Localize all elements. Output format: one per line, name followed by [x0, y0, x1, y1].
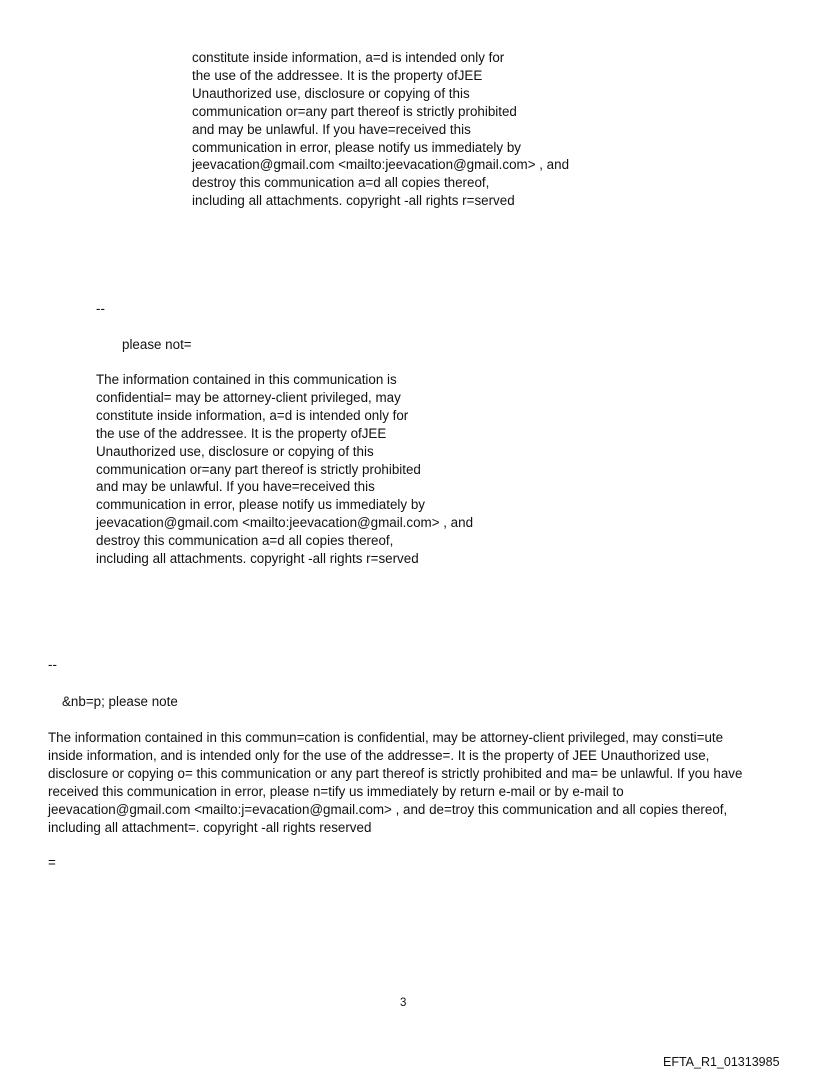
text-line: jeevacation@gmail.com <mailto:jeevacation@gmail.com> , and [192, 157, 570, 173]
signature-separator-2: -- [48, 657, 57, 672]
text-line: Unauthorized use, disclosure or copying of this [192, 85, 470, 101]
text-line: communication or=any part thereof is strictly prohibited [96, 461, 421, 477]
text-line: inside information, and is intended only for the use of the addresse=. It is the property of JEE Unauthorized use, [48, 747, 710, 763]
text-line: including all attachments. copyright -all rights r=served [192, 193, 515, 209]
text-line: including all attachment=. copyright -all rights reserved [48, 819, 372, 835]
text-line: The information contained in this communication is [96, 372, 397, 387]
text-line: and may be unlawful. If you have=received this [192, 121, 471, 137]
text-line: communication in error, please notify us immediately by [96, 497, 425, 513]
please-note-heading-1: please not= [122, 337, 192, 352]
text-line: the use of the addressee. It is the property ofJEE [192, 67, 483, 83]
text-line: Unauthorized use, disclosure or copying of this [96, 443, 374, 459]
text-line: destroy this communication a=d all copies thereof, [192, 175, 490, 191]
disclaimer-block-3 [48, 729, 742, 836]
text-line: jeevacation@gmail.com <mailto:jeevacation@gmail.com> , and [96, 515, 474, 531]
text-line: jeevacation@gmail.com <mailto:j=evacation@gmail.com> , and de=troy this communication and all copies thereof, [48, 801, 728, 817]
page-number: 3 [400, 997, 407, 1009]
text-line: confidential= may be attorney-client privileged, may [96, 389, 401, 405]
please-note-heading-2: &nb=p; please note [62, 694, 178, 709]
trailing-equals: = [48, 855, 56, 870]
text-line: the use of the addressee. It is the property ofJEE [96, 425, 387, 441]
text-line: The information contained in this commun=cation is confidential, may be attorney-client privileged, may consti=ute [48, 730, 724, 745]
document-reference: EFTA_R1_01313985 [663, 1055, 780, 1069]
text-line: disclosure or copying o= this communication or any part thereof is strictly prohibited and ma= be unlawful. If you have [48, 765, 743, 781]
text-line: constitute inside information, a=d is intended only for [96, 407, 409, 423]
text-line: communication in error, please notify us immediately by [192, 139, 521, 155]
disclaimer-block-1 [192, 49, 569, 210]
text-line: constitute inside information, a=d is intended only for [192, 50, 505, 65]
text-line: destroy this communication a=d all copies thereof, [96, 533, 394, 549]
text-line: including all attachments. copyright -all rights r=served [96, 551, 419, 567]
text-line: communication or=any part thereof is strictly prohibited [192, 103, 517, 119]
signature-separator-1: -- [96, 301, 105, 316]
text-line: received this communication in error, please n=tify us immediately by return e-mail or by e-mail to [48, 783, 624, 799]
disclaimer-block-2 [96, 371, 473, 568]
text-line: and may be unlawful. If you have=received this [96, 479, 375, 495]
